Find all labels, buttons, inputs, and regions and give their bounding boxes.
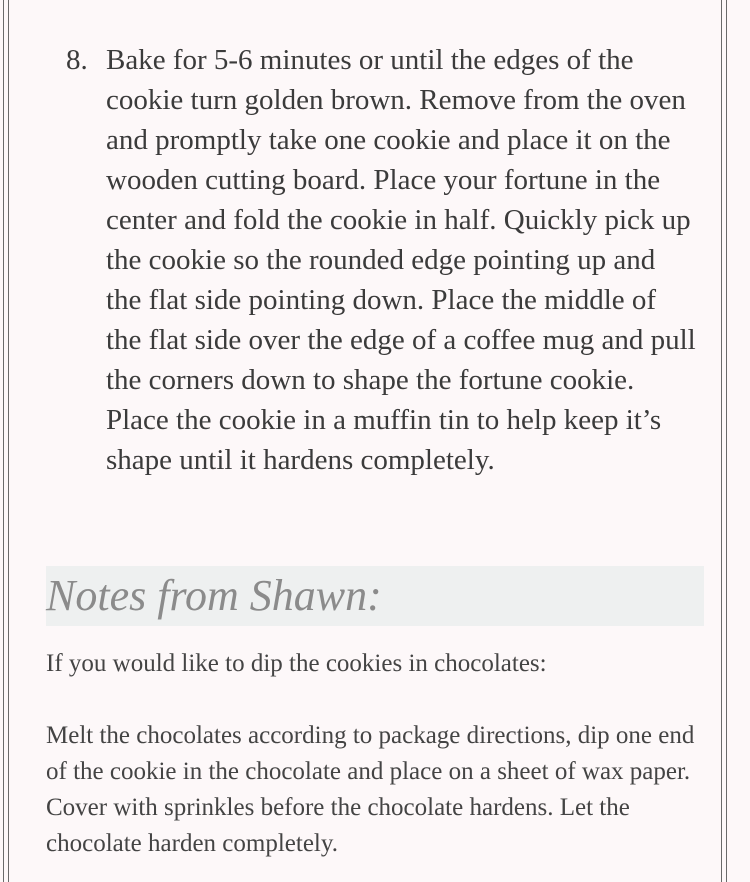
right-border-outer [726, 0, 727, 882]
left-border-inner [8, 0, 9, 882]
instruction-step [46, 40, 706, 480]
step-number-wrap [46, 40, 106, 480]
step-number: 8. [66, 44, 88, 76]
instruction-list [46, 40, 706, 480]
notes-heading: Notes from Shawn: [46, 566, 704, 626]
notes-intro: If you would like to dip the cookies in chocolates: [46, 650, 547, 677]
notes-body: Melt the chocolates according to package directions, dip one end of the cookie in the chocolate and place on a sheet of wax paper. Cover with sprinkles before the chocolate hardens. Let the chocolate harden completely. [46, 722, 695, 857]
right-border-inner [721, 0, 722, 882]
step-text: Bake for 5-6 minutes or until the edges of the cookie turn golden brown. Remove from the oven and promptly take one cookie and place it on the wooden cutting board. Place your fortune in the center and fold the cookie in half. Quickly pick up the cookie so the rounded edge pointing up and the flat side pointing down. Place the middle of the flat side over the edge of a coffee mug and pull the corners down to shape the fortune cookie. Place the cookie in a muffin tin to help keep it’s shape until it hardens completely. [106, 44, 696, 476]
left-border-outer [3, 0, 4, 882]
